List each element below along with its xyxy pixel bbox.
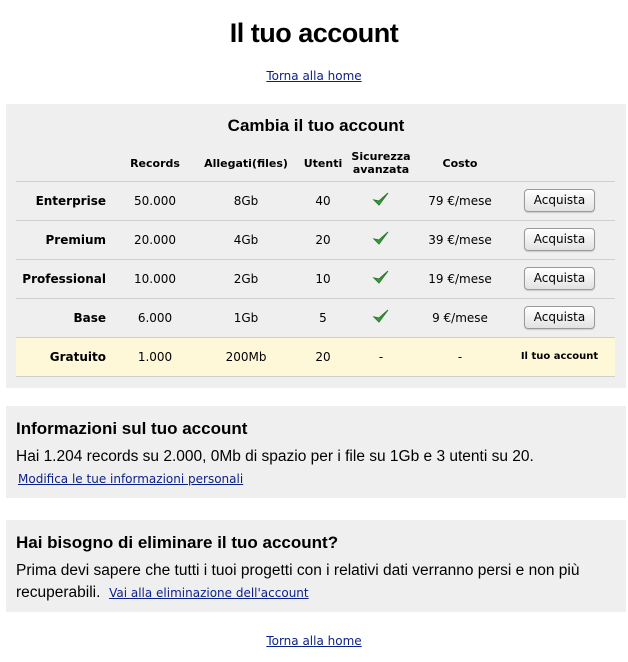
plan-users: 20 [300, 337, 346, 376]
account-info-panel [6, 406, 626, 498]
plan-row-enterprise [16, 181, 615, 220]
plan-action [504, 181, 615, 220]
check-icon [372, 308, 390, 324]
home-link-top[interactable]: Torna alla home [266, 69, 362, 83]
plan-security: - [346, 337, 416, 376]
plan-records: 50.000 [118, 181, 192, 220]
plans-header-row [16, 146, 615, 181]
buy-base-button[interactable]: Acquista [524, 306, 595, 329]
header-action [504, 146, 615, 181]
plan-security [346, 298, 416, 337]
plan-attachments: 2Gb [192, 259, 300, 298]
plan-cost: 9 €/mese [416, 298, 504, 337]
account-info-text: Hai 1.204 records su 2.000, 0Mb di spazio per i file su 1Gb e 3 utenti su 20. [16, 448, 534, 465]
plan-users: 5 [300, 298, 346, 337]
plan-records: 6.000 [118, 298, 192, 337]
plan-action [504, 220, 615, 259]
header-cost: Costo [442, 156, 478, 170]
buy-premium-button[interactable]: Acquista [524, 228, 595, 251]
plan-name: Gratuito [16, 337, 118, 376]
plan-security [346, 259, 416, 298]
header-security: Sicurezza avanzata [351, 150, 411, 177]
plan-row-premium [16, 220, 615, 259]
plan-users: 20 [300, 220, 346, 259]
plan-name: Enterprise [16, 181, 118, 220]
plan-name: Base [16, 298, 118, 337]
plans-table [16, 146, 615, 377]
plan-row-gratuito [16, 337, 615, 376]
plan-records: 1.000 [118, 337, 192, 376]
delete-account-text-wrap [16, 560, 616, 604]
plan-name: Premium [16, 220, 118, 259]
check-icon [372, 230, 390, 246]
account-info-link-wrap [18, 472, 243, 486]
header-plan [16, 146, 118, 181]
delete-account-text: Prima devi sapere che tutti i tuoi progetti con i relativi dati verranno persi e non più recuperabili. [16, 562, 580, 601]
delete-account-title: Hai bisogno di eliminare il tuo account? [16, 533, 339, 552]
plan-attachments: 200Mb [192, 337, 300, 376]
plan-cost: 39 €/mese [416, 220, 504, 259]
delete-account-link[interactable]: Vai alla eliminazione dell'account [109, 586, 309, 600]
header-records: Records [130, 156, 180, 170]
plan-security [346, 220, 416, 259]
header-users: Utenti [303, 156, 343, 170]
current-plan-label: Il tuo account [504, 337, 615, 376]
plans-title: Cambia il tuo account [227, 116, 405, 135]
edit-personal-info-link[interactable]: Modifica le tue informazioni personali [18, 472, 244, 486]
plan-records: 20.000 [118, 220, 192, 259]
page-title: Il tuo account [229, 18, 399, 48]
plan-attachments: 8Gb [192, 181, 300, 220]
plan-action [504, 298, 615, 337]
top-home-link-wrap [0, 69, 628, 83]
check-icon [372, 191, 390, 207]
buy-professional-button[interactable]: Acquista [524, 267, 595, 290]
plan-name: Professional [16, 259, 118, 298]
header-attachments: Allegati(files) [204, 156, 288, 170]
plan-records: 10.000 [118, 259, 192, 298]
account-info-title: Informazioni sul tuo account [16, 419, 248, 438]
plans-panel [6, 104, 626, 388]
plan-action [504, 259, 615, 298]
plan-security [346, 181, 416, 220]
plan-cost: 79 €/mese [416, 181, 504, 220]
plan-cost: 19 €/mese [416, 259, 504, 298]
plan-row-base [16, 298, 615, 337]
plan-users: 40 [300, 181, 346, 220]
plan-row-professional [16, 259, 615, 298]
plan-attachments: 4Gb [192, 220, 300, 259]
plan-attachments: 1Gb [192, 298, 300, 337]
home-link-bottom[interactable]: Torna alla home [266, 634, 362, 648]
check-icon [372, 269, 390, 285]
bottom-home-link-wrap [0, 634, 628, 648]
plan-cost: - [416, 337, 504, 376]
buy-enterprise-button[interactable]: Acquista [524, 189, 595, 212]
plan-users: 10 [300, 259, 346, 298]
delete-account-panel [6, 520, 626, 612]
